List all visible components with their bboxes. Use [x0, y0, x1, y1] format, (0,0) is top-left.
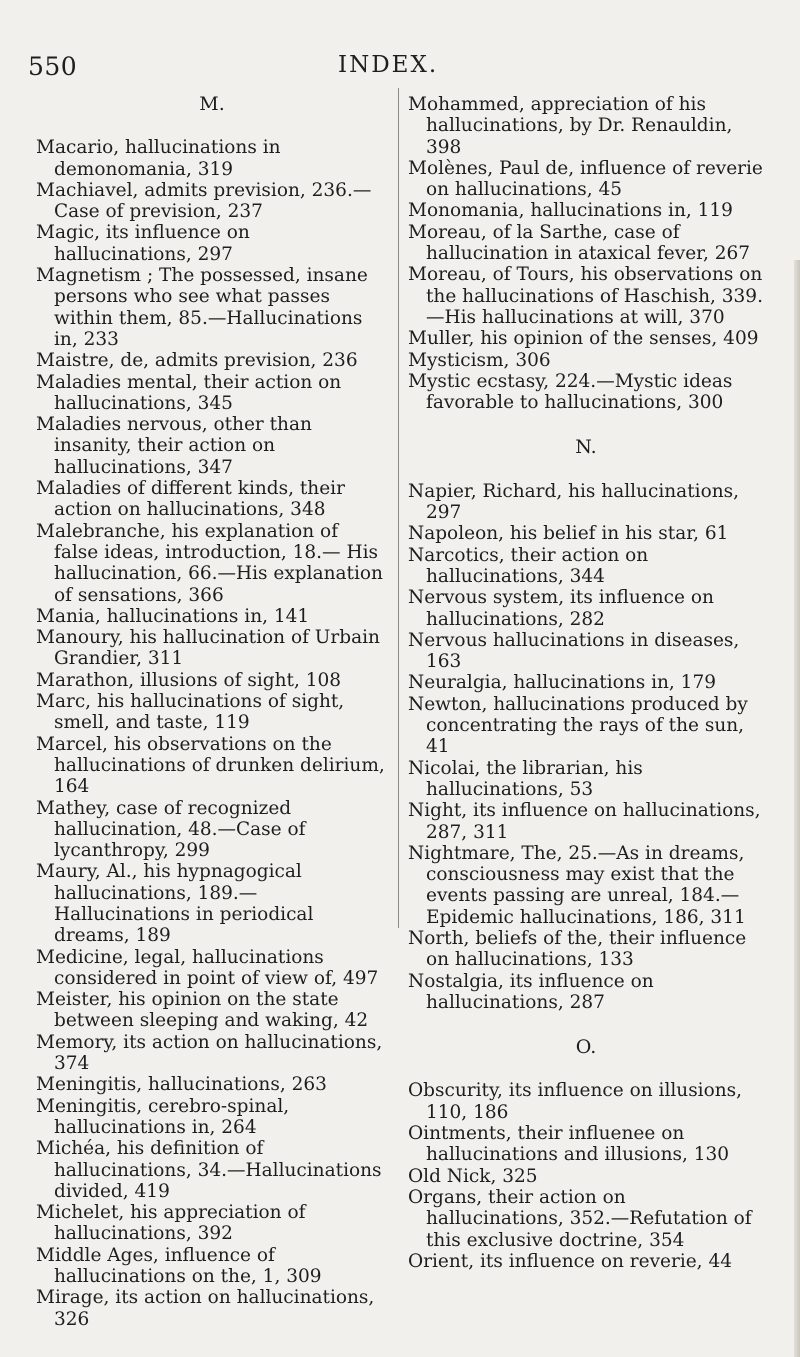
index-entry: Maistre, de, admits prevision, 236 [36, 350, 358, 372]
index-entry: Memory, its action on hallucinations, 374 [36, 1031, 383, 1075]
index-section [408, 1037, 764, 1272]
index-entry: Meningitis, cerebro-spinal, hallucinations in, 264 [36, 1095, 290, 1138]
index-entry: Ointments, their influenee on hallucinations and illusions, 130 [408, 1123, 730, 1166]
index-entry: Monomania, hallucinations in, 119 [408, 200, 733, 222]
index-entry: Marc, his hallucinations of sight, smell, and taste, 119 [36, 691, 345, 734]
index-entry: Obscurity, its influence on illusions, 110, 186 [408, 1080, 743, 1123]
left-column [36, 94, 388, 1330]
index-entry: Middle Ages, influence of hallucinations on the, 1, 309 [36, 1244, 322, 1288]
index-entry: Mathey, case of recognized hallucination, 48.—Case of lycanthropy, 299 [36, 797, 306, 862]
index-entry: Muller, his opinion of the senses, 409 [408, 328, 759, 350]
section-letter-m: M. [199, 93, 225, 115]
index-entry: Mysticism, 306 [408, 349, 551, 371]
index-entry: Narcotics, their action on hallucinations, 344 [408, 544, 649, 587]
index-entry: Manoury, his hallucination of Urbain Grandier, 311 [36, 627, 380, 670]
running-head: INDEX. [338, 52, 439, 78]
index-entry: Marathon, illusions of sight, 108 [36, 669, 342, 691]
index-entry: Nightmare, The, 25.—As in dreams, consciousness may exist that the events passing are unreal, 184.— Epidemic hallucinations, 186, 311 [408, 842, 746, 928]
page-number: 550 [28, 52, 78, 81]
section-letter: O. [575, 1036, 597, 1059]
right-column [408, 94, 764, 1272]
page-header [0, 52, 800, 82]
index-entry: Michelet, his appreciation of hallucinations, 392 [36, 1202, 306, 1245]
index-entry: Malebranche, his explanation of false ideas, introduction, 18.— His hallucination, 66.—His explanation of sensations, 366 [36, 520, 383, 606]
index-entry: Nicolai, the librarian, his hallucinations, 53 [408, 757, 643, 800]
index-entry: Mohammed, appreciation of his hallucinations, by Dr. Renauldin, 398 [408, 94, 733, 158]
index-entry: Neuralgia, hallucinations in, 179 [408, 672, 716, 694]
index-entry: Maladies nervous, other than insanity, their action on hallucinations, 347 [36, 414, 312, 478]
index-entry: Old Nick, 325 [408, 1165, 538, 1187]
index-entry: Michéa, his definition of hallucinations, 34.—Hallucinations divided, 419 [36, 1138, 382, 1202]
page-edge [794, 260, 800, 1357]
index-entry: North, beliefs of the, their influence on hallucinations, 133 [408, 927, 747, 971]
index-entry: Macario, hallucinations in demonomania, 319 [36, 137, 281, 180]
right-section-list [408, 94, 764, 1272]
index-entry: Nostalgia, its influence on hallucinations, 287 [408, 970, 654, 1013]
index-entry: Nervous hallucinations in diseases, 163 [408, 629, 740, 673]
index-entry: Maury, Al., his hypnagogical hallucinations, 189.—Hallucinations in periodical dreams, 189 [36, 861, 314, 947]
index-entry: Mirage, its action on hallucinations, 326 [36, 1287, 375, 1330]
left-entry-list [36, 137, 388, 1330]
index-entry: Molènes, Paul de, influence of reverie on hallucinations, 45 [408, 157, 763, 201]
index-entry: Marcel, his observations on the hallucinations of drunken delirium, 164 [36, 733, 385, 798]
index-section [408, 437, 764, 1013]
index-entry: Moreau, of Tours, his observations on the hallucinations of Haschish, 339.—His hallucinations at will, 370 [408, 264, 763, 328]
index-entry: Newton, hallucinations produced by concentrating the rays of the sun, 41 [408, 693, 748, 758]
index-entry: Meningitis, hallucinations, 263 [36, 1074, 327, 1096]
index-entry: Magic, its influence on hallucinations, 297 [36, 222, 250, 265]
index-entry: Maladies of different kinds, their action on hallucinations, 348 [36, 478, 345, 521]
index-entry: Organs, their action on hallucinations, 352.—Refutation of this exclusive doctrine, 354 [408, 1186, 752, 1251]
index-entry: Nervous system, its influence on hallucinations, 282 [408, 587, 714, 630]
index-entry: Meister, his opinion on the state between sleeping and waking, 42 [36, 989, 369, 1032]
index-entry: Night, its influence on hallucinations, 287, 311 [408, 800, 761, 843]
index-entry: Orient, its influence on reverie, 44 [408, 1250, 732, 1272]
index-entry: Mystic ecstasy, 224.—Mystic ideas favorable to hallucinations, 300 [408, 370, 733, 414]
index-entry: Moreau, of la Sarthe, case of hallucination in ataxical fever, 267 [408, 221, 751, 265]
column-divider [398, 88, 399, 928]
index-section [408, 94, 764, 413]
section-letter: N. [575, 436, 597, 459]
index-entry: Medicine, legal, hallucinations considered in point of view of, 497 [36, 946, 379, 989]
index-entry: Napier, Richard, his hallucinations, 297 [408, 480, 739, 524]
index-entry: Napoleon, his belief in his star, 61 [408, 523, 729, 545]
index-entry: Magnetism ; The possessed, insane persons who see what passes within them, 85.—Hallucinations in, 233 [36, 265, 368, 350]
index-entry: Maladies mental, their action on hallucinations, 345 [36, 371, 342, 414]
index-entry: Mania, hallucinations in, 141 [36, 605, 310, 627]
index-entry: Machiavel, admits prevision, 236.— Case of prevision, 237 [36, 179, 372, 223]
